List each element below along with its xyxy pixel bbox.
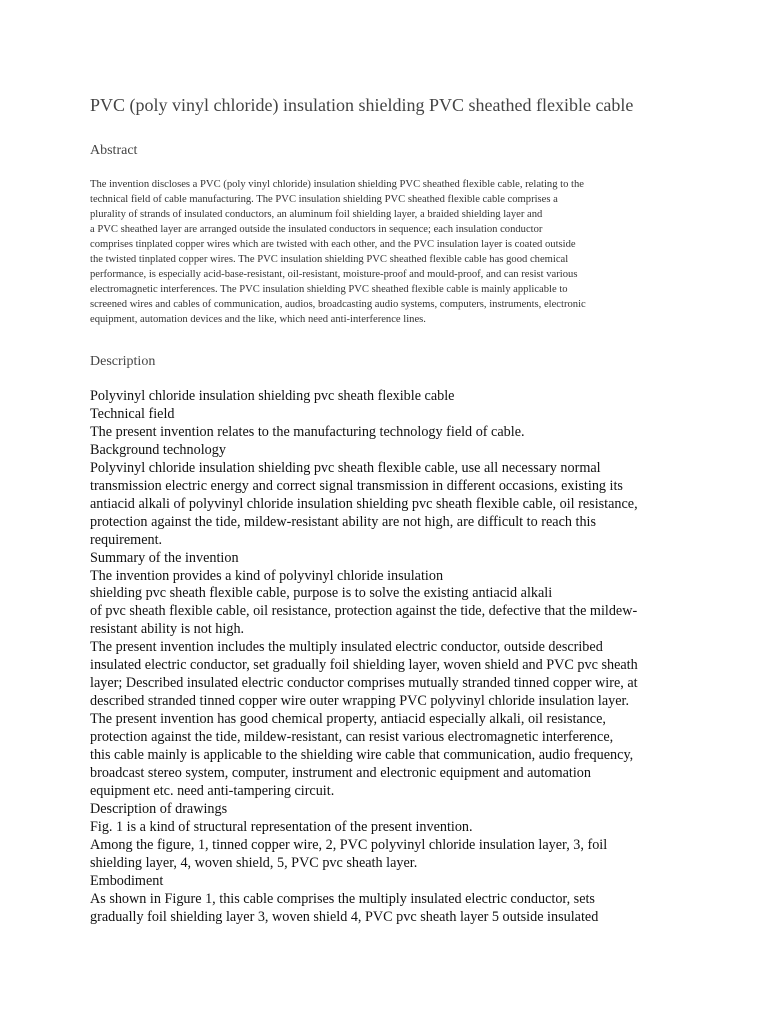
description-line: shielding pvc sheath flexible cable, purpose is to solve the existing antiacid alkali	[90, 585, 553, 602]
description-line: described stranded tinned copper wire outer wrapping PVC polyvinyl chloride insulation layer.	[90, 693, 629, 710]
description-line: Summary of the invention	[90, 549, 239, 566]
description-heading: Description	[90, 354, 156, 369]
description-line: equipment etc. need anti-tampering circuit.	[90, 782, 335, 799]
description-line: The invention provides a kind of polyvinyl chloride insulation	[90, 567, 444, 584]
abstract-line: screened wires and cables of communication, audios, broadcasting audio systems, computers, instruments, electronic	[90, 299, 586, 310]
description-line: insulated electric conductor, set gradually foil shielding layer, woven shield and PVC pvc sheath	[90, 657, 638, 674]
description-line: transmission electric energy and correct signal transmission in different occasions, existing its	[90, 477, 623, 494]
description-line: broadcast stereo system, computer, instrument and electronic equipment and automation	[90, 765, 591, 782]
description-line: As shown in Figure 1, this cable comprises the multiply insulated electric conductor, sets	[90, 890, 595, 907]
abstract-line: The invention discloses a PVC (poly vinyl chloride) insulation shielding PVC sheathed flexible cable, relating to the	[90, 179, 584, 190]
description-line: The present invention includes the multiply insulated electric conductor, outside described	[90, 639, 603, 656]
abstract-line: the twisted tinplated copper wires. The PVC insulation shielding PVC sheathed flexible cable has good chemical	[90, 254, 569, 265]
abstract-line: technical field of cable manufacturing. The PVC insulation shielding PVC sheathed flexible cable comprises a	[90, 194, 558, 205]
abstract-line: performance, is especially acid-base-resistant, oil-resistant, moisture-proof and mould-proof, and can resist various	[90, 269, 578, 280]
description-line: protection against the tide, mildew-resistant ability are not high, are difficult to reach this	[90, 513, 597, 530]
description-line: Fig. 1 is a kind of structural representation of the present invention.	[90, 818, 473, 835]
description-line: Among the figure, 1, tinned copper wire, 2, PVC polyvinyl chloride insulation layer, 3, foil	[90, 836, 608, 853]
description-line: Embodiment	[90, 872, 164, 889]
abstract-heading: Abstract	[90, 143, 138, 158]
description-line: antiacid alkali of polyvinyl chloride insulation shielding pvc sheath flexible cable, oil resistance,	[90, 495, 638, 512]
description-line: layer; Described insulated electric conductor comprises mutually stranded tinned copper wire, at	[90, 675, 638, 692]
description-line: protection against the tide, mildew-resistant, can resist various electromagnetic interference,	[90, 729, 614, 746]
description-line: Polyvinyl chloride insulation shielding pvc sheath flexible cable	[90, 388, 455, 404]
abstract-line: electromagnetic interferences. The PVC insulation shielding PVC sheathed flexible cable is mainly applicable to	[90, 284, 568, 295]
description-line: Technical field	[90, 405, 175, 422]
description-line: requirement.	[90, 531, 163, 548]
abstract-line: comprises tinplated copper wires which are twisted with each other, and the PVC insulation layer is coated outside	[90, 239, 576, 250]
description-line: The present invention has good chemical property, antiacid especially alkali, oil resistance,	[90, 711, 606, 728]
abstract-line: a PVC sheathed layer are arranged outside the insulated conductors in sequence; each insulation conductor	[90, 224, 543, 235]
description-line: Background technology	[90, 441, 226, 458]
abstract-line: plurality of strands of insulated conductors, an aluminum foil shielding layer, a braided shielding layer and	[90, 209, 543, 220]
document-title: PVC (poly vinyl chloride) insulation shielding PVC sheathed flexible cable	[90, 95, 634, 115]
description-line: of pvc sheath flexible cable, oil resistance, protection against the tide, defective that the mildew-	[90, 603, 638, 620]
description-body	[90, 388, 690, 927]
description-line: Polyvinyl chloride insulation shielding pvc sheath flexible cable, use all necessary normal	[90, 459, 601, 476]
description-line: resistant ability is not high.	[90, 621, 245, 638]
description-line: Description of drawings	[90, 800, 228, 817]
abstract-body	[90, 177, 682, 327]
abstract-line: equipment, automation devices and the like, which need anti-interference lines.	[90, 314, 426, 325]
description-line: this cable mainly is applicable to the shielding wire cable that communication, audio frequency,	[90, 747, 634, 764]
description-line: The present invention relates to the manufacturing technology field of cable.	[90, 423, 525, 440]
description-line: gradually foil shielding layer 3, woven shield 4, PVC pvc sheath layer 5 outside insulated	[90, 908, 599, 925]
description-line: shielding layer, 4, woven shield, 5, PVC pvc sheath layer.	[90, 854, 418, 871]
